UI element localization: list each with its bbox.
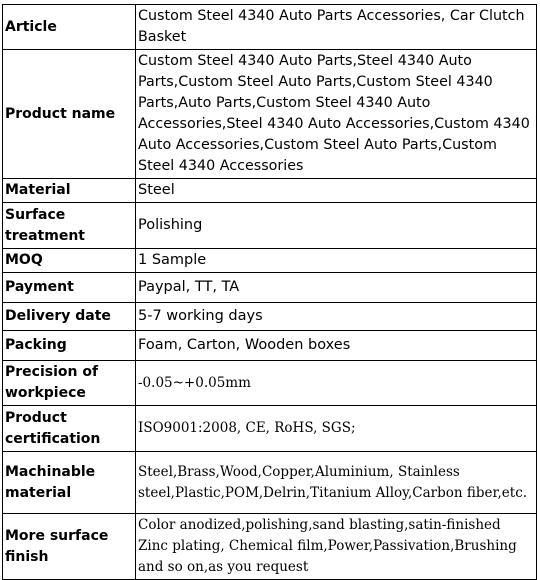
product-spec-table [2, 4, 537, 580]
row-label-more-surface-finish: More surface finish [3, 514, 136, 580]
row-value-moq: 1 Sample [136, 249, 537, 273]
table-row-moq [3, 249, 537, 273]
row-value-article: Custom Steel 4340 Auto Parts Accessories, Car Clutch Basket [136, 5, 537, 50]
table-row-surface-treatment [3, 203, 537, 249]
row-label-precision: Precision of workpiece [3, 361, 136, 406]
table-row-product-certification [3, 406, 537, 452]
table-row-more-surface-finish [3, 514, 537, 580]
row-value-machinable-material: Steel,Brass,Wood,Copper,Aluminium, Stainless steel,Plastic,POM,Delrin,Titanium Alloy,Carbon fiber,etc. [136, 452, 537, 514]
row-label-machinable-material: Machinable material [3, 452, 136, 514]
row-value-more-surface-finish: Color anodized,polishing,sand blasting,satin-finished Zinc plating, Chemical film,Power,Passivation,Brushing and so on,as you request [136, 514, 537, 580]
row-value-packing: Foam, Carton, Wooden boxes [136, 331, 537, 361]
row-value-product-certification: ISO9001:2008, CE, RoHS, SGS; [136, 406, 537, 452]
row-label-delivery-date: Delivery date [3, 303, 136, 331]
row-label-surface-treatment: Surface treatment [3, 203, 136, 249]
row-value-product-name: Custom Steel 4340 Auto Parts,Steel 4340 Auto Parts,Custom Steel Auto Parts,Custom Steel 4340 Parts,Auto Parts,Custom Steel 4340 Auto Accessories,Steel 4340 Auto Accessories,Custom 4340 Auto Accessories,Custom Steel Auto Parts,Custom Steel 4340 Accessories [136, 50, 537, 179]
row-label-moq: MOQ [3, 249, 136, 273]
row-value-payment: Paypal, TT, TA [136, 273, 537, 303]
table-row-precision [3, 361, 537, 406]
table-row-payment [3, 273, 537, 303]
row-value-material: Steel [136, 179, 537, 203]
row-value-delivery-date: 5-7 working days [136, 303, 537, 331]
row-value-precision: -0.05~+0.05mm [136, 361, 537, 406]
row-label-product-name: Product name [3, 50, 136, 179]
row-value-surface-treatment: Polishing [136, 203, 537, 249]
row-label-packing: Packing [3, 331, 136, 361]
row-label-material: Material [3, 179, 136, 203]
table-row-machinable-material [3, 452, 537, 514]
table-row-material [3, 179, 537, 203]
row-label-payment: Payment [3, 273, 136, 303]
table-row-delivery-date [3, 303, 537, 331]
row-label-article: Article [3, 5, 136, 50]
table-row-product-name [3, 50, 537, 179]
table-row-packing [3, 331, 537, 361]
row-label-product-certification: Product certification [3, 406, 136, 452]
table-row-article [3, 5, 537, 50]
